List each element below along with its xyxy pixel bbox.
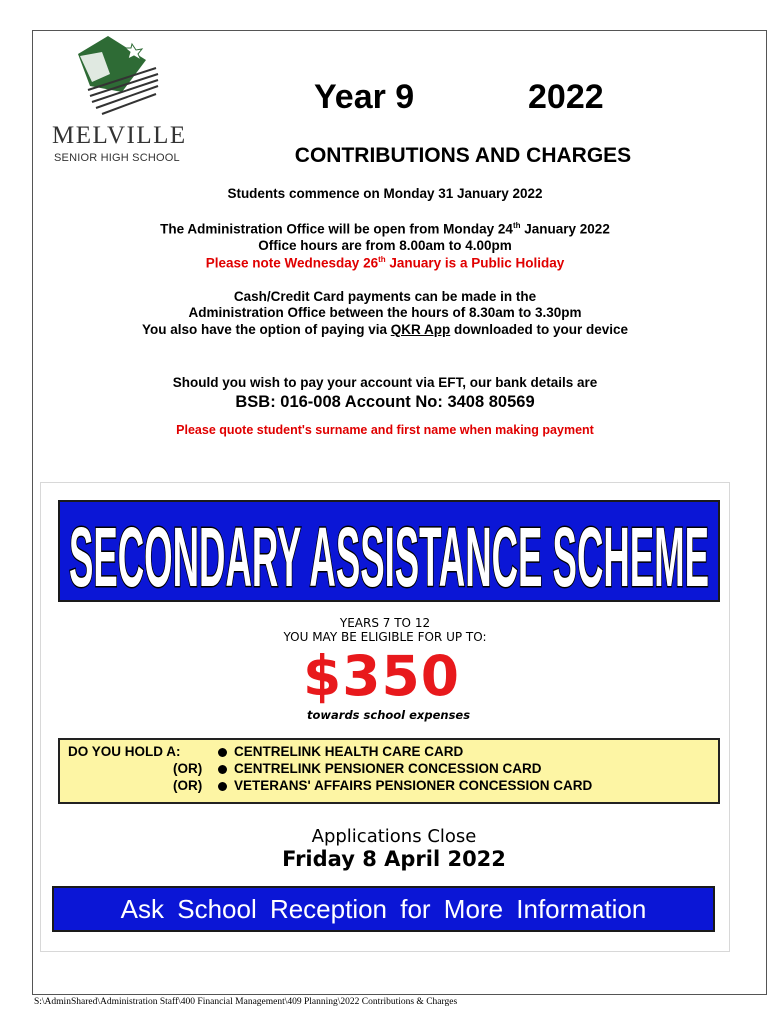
card-row: (OR) VETERANS' AFFAIRS PENSIONER CONCESSION CARD (173, 778, 593, 793)
school-crest-icon (52, 34, 192, 124)
card-row: DO YOU HOLD A: CENTRELINK HEALTH CARE CARD (68, 744, 464, 759)
eligible-text: YOU MAY BE ELIGIBLE FOR UP TO: (283, 630, 487, 644)
title-date: 2022 (528, 78, 604, 116)
qkr-app-link[interactable]: QKR App (390, 322, 451, 337)
years-text: YEARS 7 TO 12 (339, 616, 431, 630)
eft-text: Should you wish to pay your account via EFT, our bank details are (172, 375, 598, 390)
assistance-amount: $350 (303, 644, 461, 708)
applications-close-date: Friday 8 April 2022 (282, 847, 506, 871)
school-name: MELVILLE (52, 122, 187, 149)
holiday-notice: Please note Wednesday 26th January is a Public Holiday (205, 255, 565, 271)
admin-open-text: The Administration Office will be open from Monday 24th January 2022 (160, 221, 610, 237)
scheme-banner (58, 500, 720, 602)
payment-text-2: Administration Office between the hours of 8.30am to 3.30pm (188, 305, 582, 320)
bullet-icon (218, 765, 227, 774)
concession-card-box (58, 738, 720, 804)
towards-text: towards school expenses (307, 708, 471, 722)
commence-text: Students commence on Monday 31 January 2022 (227, 186, 543, 201)
scheme-banner-text: SECONDARY ASSISTANCE SCHEME (69, 510, 709, 600)
reception-info-banner: Ask School Reception for More Information (52, 886, 715, 932)
payment-text-1: Cash/Credit Card payments can be made in the (233, 289, 537, 304)
bullet-icon (218, 782, 227, 791)
title-year: Year 9 (314, 78, 415, 116)
bullet-icon (218, 748, 227, 757)
school-subtitle: SENIOR HIGH SCHOOL (54, 152, 180, 164)
footer-file-path: S:\AdminShared\Administration Staff\400 Financial Management\409 Planning\2022 Contributions & Charges (34, 997, 458, 1007)
payment-reference-note: Please quote student's surname and first name when making payment (176, 423, 594, 437)
payment-text-3: You also have the option of paying via QKR App downloaded to your device (141, 322, 629, 337)
applications-close-label: Applications Close (311, 826, 477, 847)
office-hours-text: Office hours are from 8.00am to 4.00pm (258, 238, 512, 253)
card-row: (OR) CENTRELINK PENSIONER CONCESSION CARD (173, 761, 542, 776)
bank-details: BSB: 016-008 Account No: 3408 80569 (235, 393, 535, 411)
page-subtitle: CONTRIBUTIONS AND CHARGES (294, 144, 632, 167)
